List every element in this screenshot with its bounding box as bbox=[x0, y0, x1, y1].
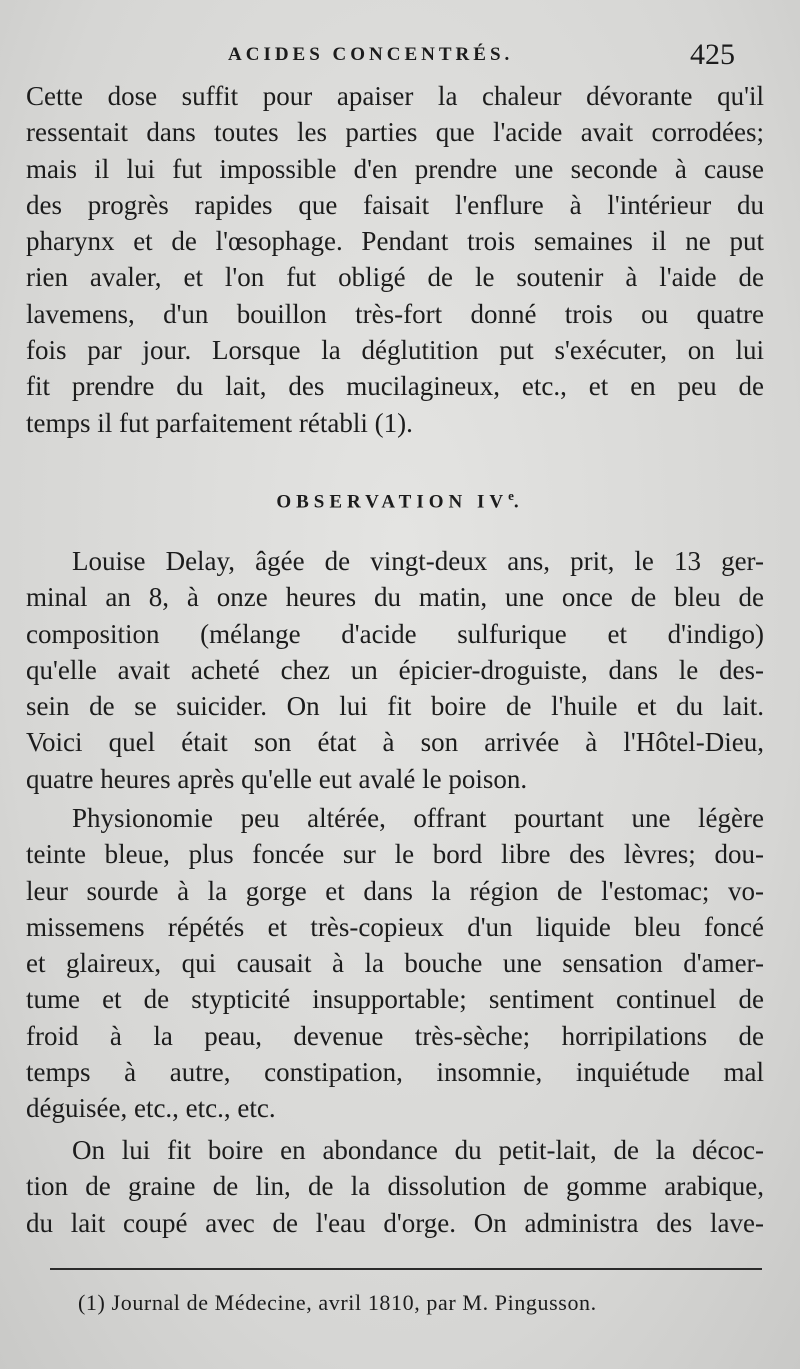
heading-trail: . bbox=[513, 491, 524, 513]
text-line: sein de se suicider. On lui fit boire de l'huile et du lait. bbox=[26, 691, 764, 722]
text-line: temps il fut parfaitement rétabli (1). bbox=[26, 407, 413, 438]
text-line: fit prendre du lait, des mucilagineux, etc., et en peu de bbox=[26, 371, 764, 402]
text-line: Cette dose suffit pour apaiser la chaleur dévorante qu'il bbox=[26, 81, 764, 111]
text-line: ressentait dans toutes les parties que l'acide avait corrodées; bbox=[26, 117, 764, 148]
heading-text: OBSERVATION IV bbox=[276, 491, 509, 513]
text-line: fois par jour. Lorsque la déglutition put s'exécuter, on lui bbox=[26, 335, 764, 366]
footnote-rule bbox=[50, 1268, 762, 1270]
text-line: tume et de stypticité insupportable; sentiment continuel de bbox=[26, 984, 764, 1015]
running-head bbox=[0, 38, 800, 74]
paragraph-1 bbox=[26, 78, 764, 441]
text-line: Voici quel était son état à son arrivée à l'Hôtel-Dieu, bbox=[26, 727, 764, 758]
footnote: (1) Journal de Médecine, avril 1810, par M. Pingusson. bbox=[78, 1290, 597, 1315]
text-line: et glaireux, qui causait à la bouche une sensation d'amer- bbox=[26, 948, 764, 979]
running-title: ACIDES CONCENTRÉS. bbox=[228, 44, 514, 65]
text-line: qu'elle avait acheté chez un épicier-droguiste, dans le des- bbox=[26, 654, 764, 685]
text-line: froid à la peau, devenue très-sèche; horripilations de bbox=[26, 1020, 764, 1051]
text-line: Physionomie peu altérée, offrant pourtant une légère bbox=[72, 803, 764, 833]
text-line: tion de graine de lin, de la dissolution de gomme arabique, bbox=[26, 1171, 764, 1202]
text-line: pharynx et de l'œsophage. Pendant trois semaines il ne put bbox=[26, 226, 764, 257]
paragraph-3 bbox=[26, 800, 764, 1127]
paragraph-2 bbox=[26, 543, 764, 797]
text-line: missemens répétés et très-copieux d'un liquide bleu foncé bbox=[26, 911, 764, 942]
text-line: leur sourde à la gorge et dans la région de l'estomac; vo- bbox=[26, 875, 764, 906]
text-line: On lui fit boire en abondance du petit-lait, de la décoc- bbox=[72, 1135, 764, 1165]
text-line: lavemens, d'un bouillon très-fort donné trois ou quatre bbox=[26, 298, 764, 329]
text-line: teinte bleue, plus foncée sur le bord libre des lèvres; dou- bbox=[26, 839, 764, 870]
text-line: déguisée, etc., etc., etc. bbox=[26, 1093, 276, 1124]
text-line: composition (mélange d'acide sulfurique et d'indigo) bbox=[26, 618, 764, 649]
text-line: rien avaler, et l'on fut obligé de le soutenir à l'aide de bbox=[26, 262, 764, 293]
heading-superscript: e bbox=[508, 488, 514, 503]
section-heading bbox=[0, 488, 800, 513]
text-line: mais il lui fut impossible d'en prendre une seconde à cause bbox=[26, 153, 764, 184]
paragraph-4 bbox=[26, 1132, 764, 1241]
page-number: 425 bbox=[690, 38, 735, 71]
text-line: du lait coupé avec de l'eau d'orge. On administra des lave- bbox=[26, 1207, 764, 1238]
text-line: des progrès rapides que faisait l'enflure à l'intérieur du bbox=[26, 189, 764, 220]
text-line: minal an 8, à onze heures du matin, une once de bleu de bbox=[26, 582, 764, 613]
text-line: Louise Delay, âgée de vingt-deux ans, prit, le 13 ger- bbox=[72, 546, 764, 576]
text-line: quatre heures après qu'elle eut avalé le poison. bbox=[26, 763, 528, 794]
text-line: temps à autre, constipation, insomnie, inquiétude mal bbox=[26, 1057, 764, 1088]
